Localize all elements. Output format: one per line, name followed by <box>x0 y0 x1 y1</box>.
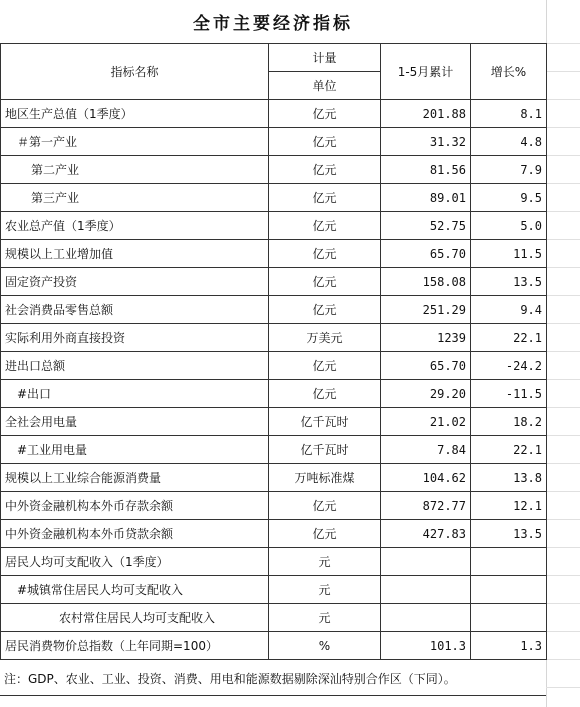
table-row <box>1 296 547 324</box>
unit-cell: 万吨标准煤 <box>269 464 381 492</box>
unit-cell: 元 <box>269 548 381 576</box>
footnote: 注：GDP、农业、工业、投资、消费、用电和能源数据剔除深汕特别合作区（下同）。 <box>0 662 546 696</box>
unit-cell: 亿元 <box>269 380 381 408</box>
cumulative-value-cell: 29.20 <box>381 380 471 408</box>
unit-cell: 亿千瓦时 <box>269 408 381 436</box>
gridline <box>546 491 580 492</box>
table-row <box>1 548 547 576</box>
cumulative-value-cell: 65.70 <box>381 240 471 268</box>
gridline <box>546 211 580 212</box>
growth-value-cell: 18.2 <box>471 408 547 436</box>
growth-value-cell: 8.1 <box>471 100 547 128</box>
gridline <box>546 295 580 296</box>
indicator-name-cell: 全社会用电量 <box>1 408 269 436</box>
indicator-name-cell: 进出口总额 <box>1 352 269 380</box>
gridline <box>546 183 580 184</box>
unit-cell: 亿元 <box>269 352 381 380</box>
table-row <box>1 240 547 268</box>
indicator-name-cell: 第二产业 <box>1 156 269 184</box>
gridline <box>546 631 580 632</box>
cumulative-value-cell: 52.75 <box>381 212 471 240</box>
growth-value-cell: 13.5 <box>471 520 547 548</box>
growth-value-cell: 4.8 <box>471 128 547 156</box>
growth-value-cell: 22.1 <box>471 436 547 464</box>
table-row <box>1 436 547 464</box>
page-title: 全市主要经济指标 <box>193 14 353 34</box>
cumulative-value-cell: 201.88 <box>381 100 471 128</box>
header-indicator: 指标名称 <box>1 44 269 100</box>
table-row <box>1 212 547 240</box>
gridline <box>546 99 580 100</box>
unit-cell: 亿元 <box>269 240 381 268</box>
table-row <box>1 268 547 296</box>
cumulative-value-cell <box>381 576 471 604</box>
unit-cell: 亿千瓦时 <box>269 436 381 464</box>
table-row <box>1 184 547 212</box>
gridline <box>546 351 580 352</box>
indicator-name-cell: 固定资产投资 <box>1 268 269 296</box>
gridline <box>546 687 580 688</box>
gridline <box>546 435 580 436</box>
indicator-name-cell: 中外资金融机构本外币存款余额 <box>1 492 269 520</box>
header-growth: 增长% <box>471 44 547 100</box>
cumulative-value-cell: 104.62 <box>381 464 471 492</box>
table-row <box>1 156 547 184</box>
cumulative-value-cell <box>381 548 471 576</box>
growth-value-cell: 5.0 <box>471 212 547 240</box>
table-header-row <box>1 44 547 72</box>
growth-value-cell: 11.5 <box>471 240 547 268</box>
header-unit-top: 计量 <box>269 44 381 72</box>
gridline <box>546 547 580 548</box>
growth-value-cell: 22.1 <box>471 324 547 352</box>
indicator-name-cell: 地区生产总值（1季度） <box>1 100 269 128</box>
indicator-name-cell: ＃第一产业 <box>1 128 269 156</box>
unit-cell: 亿元 <box>269 268 381 296</box>
unit-cell: 亿元 <box>269 100 381 128</box>
growth-value-cell: 13.5 <box>471 268 547 296</box>
growth-value-cell: -11.5 <box>471 380 547 408</box>
unit-cell: 万美元 <box>269 324 381 352</box>
header-unit-bottom: 单位 <box>269 72 381 100</box>
sheet-gridlines <box>546 0 580 707</box>
cumulative-value-cell: 81.56 <box>381 156 471 184</box>
unit-cell: 亿元 <box>269 296 381 324</box>
unit-cell: 亿元 <box>269 520 381 548</box>
indicator-name-cell: #城镇常住居民人均可支配收入 <box>1 576 269 604</box>
cumulative-value-cell: 251.29 <box>381 296 471 324</box>
growth-value-cell: 9.5 <box>471 184 547 212</box>
growth-value-cell: 12.1 <box>471 492 547 520</box>
cumulative-value-cell: 65.70 <box>381 352 471 380</box>
indicator-name-cell: 实际利用外商直接投资 <box>1 324 269 352</box>
table-row <box>1 576 547 604</box>
indicator-name-cell: 社会消费品零售总额 <box>1 296 269 324</box>
gridline <box>546 575 580 576</box>
gridline <box>546 267 580 268</box>
gridline <box>546 323 580 324</box>
cumulative-value-cell: 1239 <box>381 324 471 352</box>
cumulative-value-cell: 158.08 <box>381 268 471 296</box>
growth-value-cell: 1.3 <box>471 632 547 660</box>
gridline <box>546 239 580 240</box>
table-row <box>1 100 547 128</box>
indicator-name-cell: 中外资金融机构本外币贷款余额 <box>1 520 269 548</box>
indicator-table <box>0 43 547 660</box>
unit-cell: 亿元 <box>269 492 381 520</box>
indicator-name-cell: 居民消费物价总指数（上年同期=100） <box>1 632 269 660</box>
indicator-name-cell: 规模以上工业增加值 <box>1 240 269 268</box>
unit-cell: 亿元 <box>269 156 381 184</box>
gridline <box>546 463 580 464</box>
table-row <box>1 128 547 156</box>
cumulative-value-cell: 89.01 <box>381 184 471 212</box>
gridline <box>546 519 580 520</box>
growth-value-cell: 9.4 <box>471 296 547 324</box>
indicator-name-cell: #工业用电量 <box>1 436 269 464</box>
indicator-name-cell: 农业总产值（1季度） <box>1 212 269 240</box>
unit-cell: 元 <box>269 604 381 632</box>
growth-value-cell <box>471 576 547 604</box>
indicator-name-cell: 居民人均可支配收入（1季度） <box>1 548 269 576</box>
unit-cell: 元 <box>269 576 381 604</box>
cumulative-value-cell <box>381 604 471 632</box>
growth-value-cell: 13.8 <box>471 464 547 492</box>
cumulative-value-cell: 21.02 <box>381 408 471 436</box>
gridline <box>546 43 580 44</box>
cumulative-value-cell: 872.77 <box>381 492 471 520</box>
cumulative-value-cell: 101.3 <box>381 632 471 660</box>
table-row <box>1 632 547 660</box>
growth-value-cell: -24.2 <box>471 352 547 380</box>
table-row <box>1 324 547 352</box>
indicator-name-cell: 农村常住居民人均可支配收入 <box>1 604 269 632</box>
unit-cell: 亿元 <box>269 212 381 240</box>
header-cumulative: 1-5月累计 <box>381 44 471 100</box>
indicator-name-cell: #出口 <box>1 380 269 408</box>
growth-value-cell <box>471 548 547 576</box>
table-row <box>1 604 547 632</box>
growth-value-cell <box>471 604 547 632</box>
gridline <box>546 127 580 128</box>
gridline <box>546 71 580 72</box>
unit-cell: 亿元 <box>269 128 381 156</box>
table-row <box>1 408 547 436</box>
indicator-name-cell: 第三产业 <box>1 184 269 212</box>
cumulative-value-cell: 7.84 <box>381 436 471 464</box>
cumulative-value-cell: 427.83 <box>381 520 471 548</box>
growth-value-cell: 7.9 <box>471 156 547 184</box>
table-row <box>1 352 547 380</box>
table-row <box>1 464 547 492</box>
indicator-name-cell: 规模以上工业综合能源消费量 <box>1 464 269 492</box>
gridline <box>546 379 580 380</box>
gridline <box>546 659 580 660</box>
cumulative-value-cell: 31.32 <box>381 128 471 156</box>
unit-cell: 亿元 <box>269 184 381 212</box>
gridline <box>546 155 580 156</box>
table-row <box>1 492 547 520</box>
gridline <box>546 407 580 408</box>
gridline <box>546 603 580 604</box>
table-row <box>1 380 547 408</box>
unit-cell: % <box>269 632 381 660</box>
table-row <box>1 520 547 548</box>
